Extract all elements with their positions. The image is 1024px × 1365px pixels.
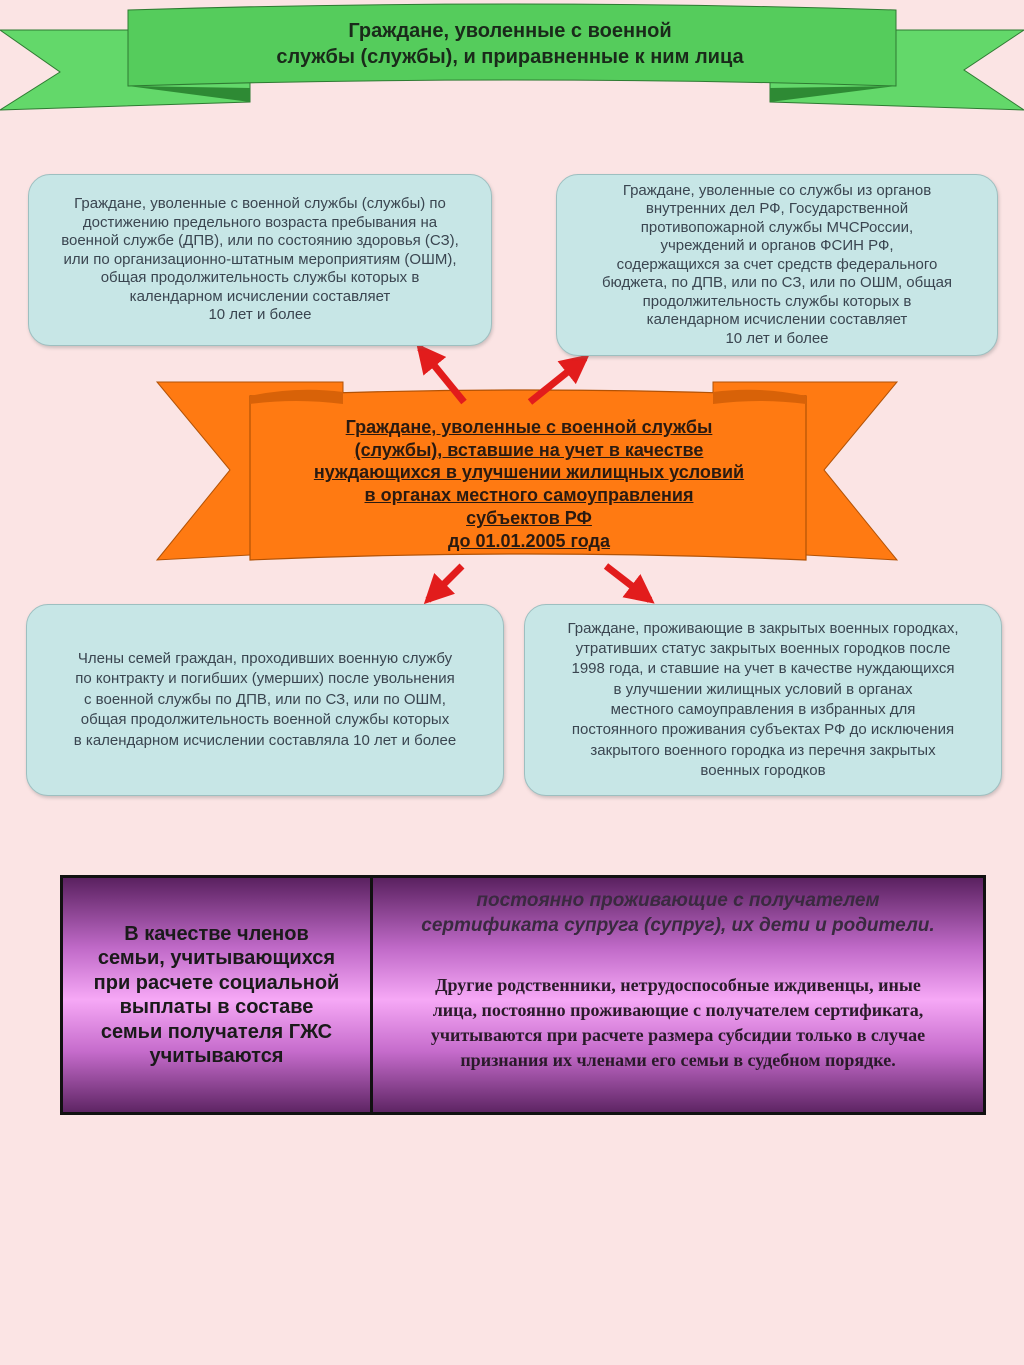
table-left-line: В качестве членов — [124, 922, 309, 945]
center-line: до 01.01.2005 года — [448, 530, 610, 551]
box-line: или по организационно-штатным мероприятиям (ОШМ), — [63, 250, 457, 268]
table-para-line: учитываются при расчете размера субсидии только в случае — [430, 1025, 926, 1045]
table-italic-line: сертификата супруга (супруг), их дети и родители. — [421, 915, 935, 936]
box-line: учреждений и органов ФСИН РФ, — [660, 237, 894, 255]
box-bottom-right — [524, 604, 1002, 796]
box-line: по контракту и погибших (умерших) после увольнения — [75, 670, 455, 688]
box-line: в календарном исчислении составляла 10 лет и более — [73, 731, 457, 749]
box-line: продолжительность службы которых в — [642, 292, 912, 310]
box-line: бюджета, по ДПВ, или по СЗ, или по ОШМ, общая — [601, 274, 953, 292]
table-left-line: учитываются — [149, 1045, 284, 1067]
table-left-line: семьи получателя ГЖС — [100, 1020, 333, 1043]
box-line: календарном исчислении составляет — [129, 287, 391, 305]
box-line: Граждане, уволенные со службы из органов — [622, 181, 932, 199]
box-top-right — [556, 174, 998, 356]
box-line: 10 лет и более — [725, 329, 829, 347]
box-line: Граждане, уволенные с военной службы (службы) по — [74, 195, 446, 213]
table-italic-line: постоянно проживающие с получателем — [476, 890, 880, 911]
arrow-bottom-left — [428, 566, 462, 600]
box-line: 1998 года, и ставшие на учет в качестве нуждающихся — [571, 660, 955, 678]
box-line: достижению предельного возраста пребывания на — [82, 213, 438, 231]
box-line: постоянного проживания субъектах РФ до исключения — [571, 721, 955, 739]
arrow-bottom-right — [606, 566, 650, 600]
box-line: противопожарной службы МЧСРоссии, — [640, 218, 914, 236]
family-members-table — [60, 875, 986, 1115]
box-line: местного самоуправления в избранных для — [610, 701, 916, 718]
box-line: с военной службы по ДПВ, или по СЗ, или по ОШМ, — [84, 690, 446, 708]
box-line: военных городков — [700, 761, 826, 779]
box-line: содержащихся за счет средств федерального — [616, 255, 938, 273]
box-line: закрытого военного городка из перечня закрытых — [590, 741, 936, 759]
page-title — [200, 18, 820, 70]
title-line: службы (службы), и приравненные к ним лица — [276, 46, 744, 68]
box-line: общая продолжительность военной службы которых — [80, 711, 450, 729]
center-line: (службы), вставшие на учет в качестве — [354, 439, 704, 460]
box-line: общая продолжительность службы которых в — [100, 269, 420, 287]
box-line: внутренних дел РФ, Государственной — [645, 200, 909, 218]
table-italic-text — [373, 888, 983, 938]
box-line: утративших статус закрытых военных городков после — [575, 640, 951, 658]
table-left-line: при расчете социальной — [93, 971, 340, 994]
table-right-cell — [373, 878, 983, 1112]
center-banner-text — [262, 416, 796, 552]
table-para-line: признания их членами его семьи в судебном порядке. — [460, 1050, 896, 1070]
box-line: Члены семей граждан, проходивших военную службу — [77, 649, 453, 667]
center-line: нуждающихся в улучшении жилищных условий — [313, 462, 745, 483]
box-top-left — [28, 174, 492, 346]
box-line: 10 лет и более — [208, 306, 312, 324]
box-bottom-left — [26, 604, 504, 796]
table-left-cell — [63, 878, 373, 1112]
box-line: военной службе (ДПВ), или по состоянию здоровья (СЗ), — [61, 232, 459, 250]
table-left-line: семьи, учитывающихся — [97, 947, 336, 969]
table-para-line: лица, постоянно проживающие с получателем сертификата, — [432, 1000, 924, 1020]
table-left-line: выплаты в составе — [119, 996, 314, 1018]
box-line: Граждане, проживающие в закрытых военных городках, — [567, 619, 959, 637]
table-para-line: Другие родственники, нетрудоспособные иждивенцы, иные — [435, 975, 921, 995]
center-line: Граждане, уволенные с военной службы — [345, 417, 713, 437]
center-line: субъектов РФ — [466, 507, 592, 528]
box-line: календарном исчислении составляет — [646, 311, 908, 329]
box-line: в улучшении жилищных условий в органах — [613, 680, 913, 698]
center-line: в органах местного самоуправления — [364, 485, 694, 506]
table-serif-paragraph — [383, 973, 973, 1073]
title-line: Граждане, уволенные с военной — [348, 20, 672, 42]
